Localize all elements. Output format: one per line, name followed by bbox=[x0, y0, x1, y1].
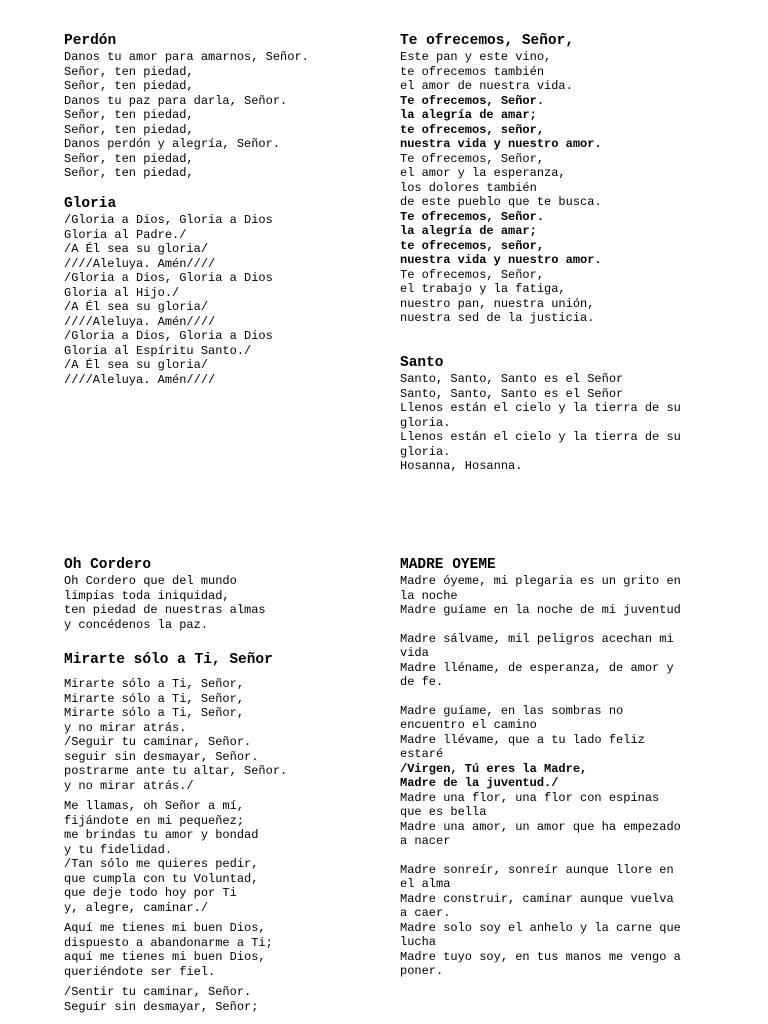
song-stanza bbox=[400, 791, 730, 849]
lyric-line: Señor, ten piedad, bbox=[64, 151, 194, 166]
lyric-line: limpias toda iniquidad, bbox=[64, 588, 230, 603]
lyric-line: /Gloria a Dios, Gloria a Dios bbox=[64, 213, 273, 227]
lyric-line: postrarme ante tu altar, Señor. bbox=[64, 764, 288, 778]
lyric-line: /Sentir tu caminar, Señor. bbox=[64, 985, 252, 999]
song-stanza bbox=[400, 863, 730, 979]
lyric-line-chorus: la alegría de amar; bbox=[400, 224, 537, 238]
lyric-line: gloria. bbox=[400, 444, 451, 459]
lyric-line: Seguir sin desmayar, Señor; bbox=[64, 999, 259, 1014]
song-stanza bbox=[64, 985, 384, 1014]
lyric-line: /A Él sea su gloria/ bbox=[64, 242, 209, 256]
lyric-line: Aquí me tienes mi buen Dios, bbox=[64, 921, 266, 935]
lyric-line-chorus: /Virgen, Tú eres la Madre, bbox=[400, 761, 588, 776]
lyric-line: Señor, ten piedad, bbox=[64, 64, 194, 79]
lyric-line: Este pan y este vino, bbox=[400, 50, 552, 64]
song-title: Perdón bbox=[64, 33, 117, 49]
lyric-line: y no mirar atrás./ bbox=[64, 778, 194, 793]
lyric-line-chorus: te ofrecemos, señor, bbox=[400, 238, 545, 253]
lyric-line: fijándote en mi pequeñez; bbox=[64, 813, 245, 828]
lyric-line: Gloria al Hijo./ bbox=[64, 285, 180, 300]
lyric-line: el trabajo y la fatiga, bbox=[400, 282, 566, 296]
song-chorus bbox=[400, 762, 730, 791]
lyric-line: Madre guíame, en las sombras no bbox=[400, 703, 624, 718]
lyric-line: Madre óyeme, mi plegaria es un grito en bbox=[400, 574, 681, 588]
lyric-line: nuestro pan, nuestra unión, bbox=[400, 296, 595, 311]
lyric-line: que es bella bbox=[400, 805, 487, 819]
lyric-line: Te ofrecemos, Señor, bbox=[400, 151, 545, 166]
lyric-line: Llenos están el cielo y la tierra de su bbox=[400, 401, 681, 415]
song-oh-cordero bbox=[64, 556, 384, 632]
lyric-line: Mirarte sólo a Ti, Señor, bbox=[64, 706, 245, 720]
lyric-line: Oh Cordero que del mundo bbox=[64, 574, 237, 588]
lyric-line: gloria. bbox=[400, 415, 451, 430]
lyric-line-chorus: Madre de la juventud./ bbox=[400, 776, 559, 790]
lyric-line: /A Él sea su gloria/ bbox=[64, 358, 209, 372]
lyric-line: Madre solo soy el anhelo y la carne que bbox=[400, 920, 681, 935]
song-title: Te ofrecemos, Señor, bbox=[400, 33, 575, 49]
lyric-line: /Seguir tu caminar, Señor. bbox=[64, 735, 252, 749]
lyric-line: ten piedad de nuestras almas bbox=[64, 603, 266, 617]
lyric-line: Señor, ten piedad, bbox=[64, 108, 194, 122]
lyric-line: queriéndote ser fiel. bbox=[64, 964, 216, 979]
song-lyrics bbox=[64, 50, 384, 181]
song-te-ofrecemos bbox=[400, 32, 730, 326]
lyric-line: Madre guíame en la noche de mi juventud bbox=[400, 603, 681, 617]
lyric-line: aquí me tienes mi buen Dios, bbox=[64, 950, 266, 964]
lyric-line: Madre una amor, un amor que ha empezado bbox=[400, 819, 681, 834]
song-lyrics bbox=[400, 372, 730, 474]
lyric-line: seguir sin desmayar, Señor. bbox=[64, 749, 259, 764]
lyric-line: Santo, Santo, Santo es el Señor bbox=[400, 372, 624, 386]
lyric-line-chorus: Te ofrecemos, Señor. bbox=[400, 93, 545, 108]
lyric-line: estaré bbox=[400, 747, 444, 761]
lyric-line: poner. bbox=[400, 964, 444, 978]
lyric-line: Madre lléname, de esperanza, de amor y bbox=[400, 660, 674, 675]
lyric-line: Te ofrecemos, Señor, bbox=[400, 267, 545, 282]
song-stanza bbox=[400, 632, 730, 690]
lyric-line: Señor, ten piedad, bbox=[64, 166, 194, 180]
song-title: Mirarte sólo a Ti, Señor bbox=[64, 652, 273, 668]
song-gloria bbox=[64, 195, 384, 387]
song-mirarte bbox=[64, 651, 384, 1020]
song-stanza bbox=[400, 574, 730, 618]
lyric-line-chorus: te ofrecemos, señor, bbox=[400, 122, 545, 137]
lyric-line: dispuesto a abandonarme a Ti; bbox=[64, 935, 273, 950]
lyric-line-chorus: Te ofrecemos, Señor. bbox=[400, 209, 545, 224]
lyric-line: ////Aleluya. Amén//// bbox=[64, 256, 216, 271]
lyric-line: a caer. bbox=[400, 906, 451, 920]
lyric-line: Danos tu amor para amarnos, Señor. bbox=[64, 50, 309, 64]
lyric-line: que cumpla con tu Voluntad, bbox=[64, 871, 259, 886]
song-lyrics bbox=[64, 213, 384, 387]
lyric-line: y no mirar atrás. bbox=[64, 720, 187, 735]
lyric-line: Gloria al Espíritu Santo./ bbox=[64, 343, 252, 358]
song-perdon bbox=[64, 32, 384, 181]
song-lyrics bbox=[64, 574, 384, 632]
lyric-line: de fe. bbox=[400, 675, 444, 689]
lyric-line: /Gloria a Dios, Gloria a Dios bbox=[64, 271, 273, 285]
lyric-line: Madre llévame, que a tu lado feliz bbox=[400, 732, 645, 747]
song-title: Gloria bbox=[64, 196, 117, 212]
song-stanza bbox=[64, 677, 384, 793]
lyric-line: ////Aleluya. Amén//// bbox=[64, 372, 216, 387]
lyric-line: vida bbox=[400, 646, 429, 660]
lyric-line: y concédenos la paz. bbox=[64, 617, 209, 632]
lyric-line: Mirarte sólo a Ti, Señor, bbox=[64, 677, 245, 691]
lyric-line: Señor, ten piedad, bbox=[64, 122, 194, 137]
song-stanza bbox=[64, 921, 384, 979]
song-madre-oyeme bbox=[400, 556, 730, 979]
lyric-line: de este pueblo que te busca. bbox=[400, 195, 602, 209]
lyric-line: /Gloria a Dios, Gloria a Dios bbox=[64, 329, 273, 343]
lyric-line: Madre tuyo soy, en tus manos me vengo a bbox=[400, 949, 681, 964]
lyric-line: a nacer bbox=[400, 834, 451, 848]
lyric-line: lucha bbox=[400, 935, 437, 949]
lyric-line: /A Él sea su gloria/ bbox=[64, 300, 209, 314]
lyric-line: Santo, Santo, Santo es el Señor bbox=[400, 386, 624, 401]
lyric-line: y, alegre, caminar./ bbox=[64, 900, 209, 915]
lyric-line: nuestra sed de la justicia. bbox=[400, 311, 595, 325]
song-lyrics bbox=[400, 50, 730, 326]
lyric-line: la noche bbox=[400, 588, 458, 603]
lyric-line: los dolores también bbox=[400, 180, 537, 195]
song-stanza bbox=[64, 799, 384, 915]
lyric-line: me brindas tu amor y bondad bbox=[64, 828, 259, 842]
lyric-line: el amor de nuestra vida. bbox=[400, 79, 573, 93]
lyric-line: encuentro el camino bbox=[400, 718, 537, 732]
song-title: Oh Cordero bbox=[64, 557, 152, 573]
lyric-line: Llenos están el cielo y la tierra de su bbox=[400, 430, 681, 444]
lyric-line-chorus: nuestra vida y nuestro amor. bbox=[400, 253, 602, 267]
lyric-line: Madre sálvame, mil peligros acechan mi bbox=[400, 631, 674, 646]
lyric-line: Hosanna, Hosanna. bbox=[400, 459, 523, 473]
lyric-line: Danos tu paz para darla, Señor. bbox=[64, 93, 288, 108]
lyric-line: Madre una flor, una flor con espinas bbox=[400, 790, 660, 805]
song-title: MADRE OYEME bbox=[400, 557, 496, 573]
lyric-line: Señor, ten piedad, bbox=[64, 79, 194, 93]
lyric-line: Madre construir, caminar aunque vuelva bbox=[400, 891, 674, 906]
lyric-line: y tu fidelidad. bbox=[64, 842, 173, 857]
lyric-line-chorus: nuestra vida y nuestro amor. bbox=[400, 137, 602, 151]
song-santo bbox=[400, 354, 730, 474]
lyric-line: el alma bbox=[400, 877, 451, 891]
lyric-line: que deje todo hoy por Ti bbox=[64, 886, 237, 900]
lyric-line-chorus: la alegría de amar; bbox=[400, 108, 537, 122]
lyric-line: /Tan sólo me quieres pedir, bbox=[64, 857, 259, 871]
lyric-line: ////Aleluya. Amén//// bbox=[64, 314, 216, 329]
song-stanza bbox=[400, 704, 730, 762]
lyric-line: el amor y la esperanza, bbox=[400, 166, 566, 180]
song-title: Santo bbox=[400, 355, 444, 371]
lyric-line: Gloria al Padre./ bbox=[64, 227, 187, 242]
lyric-line: te ofrecemos también bbox=[400, 64, 545, 79]
lyric-line: Mirarte sólo a Ti, Señor, bbox=[64, 691, 245, 706]
lyric-line: Danos perdón y alegría, Señor. bbox=[64, 137, 281, 151]
lyric-line: Me llamas, oh Señor a mí, bbox=[64, 799, 245, 813]
lyric-line: Madre sonreír, sonreír aunque llore en bbox=[400, 862, 674, 877]
